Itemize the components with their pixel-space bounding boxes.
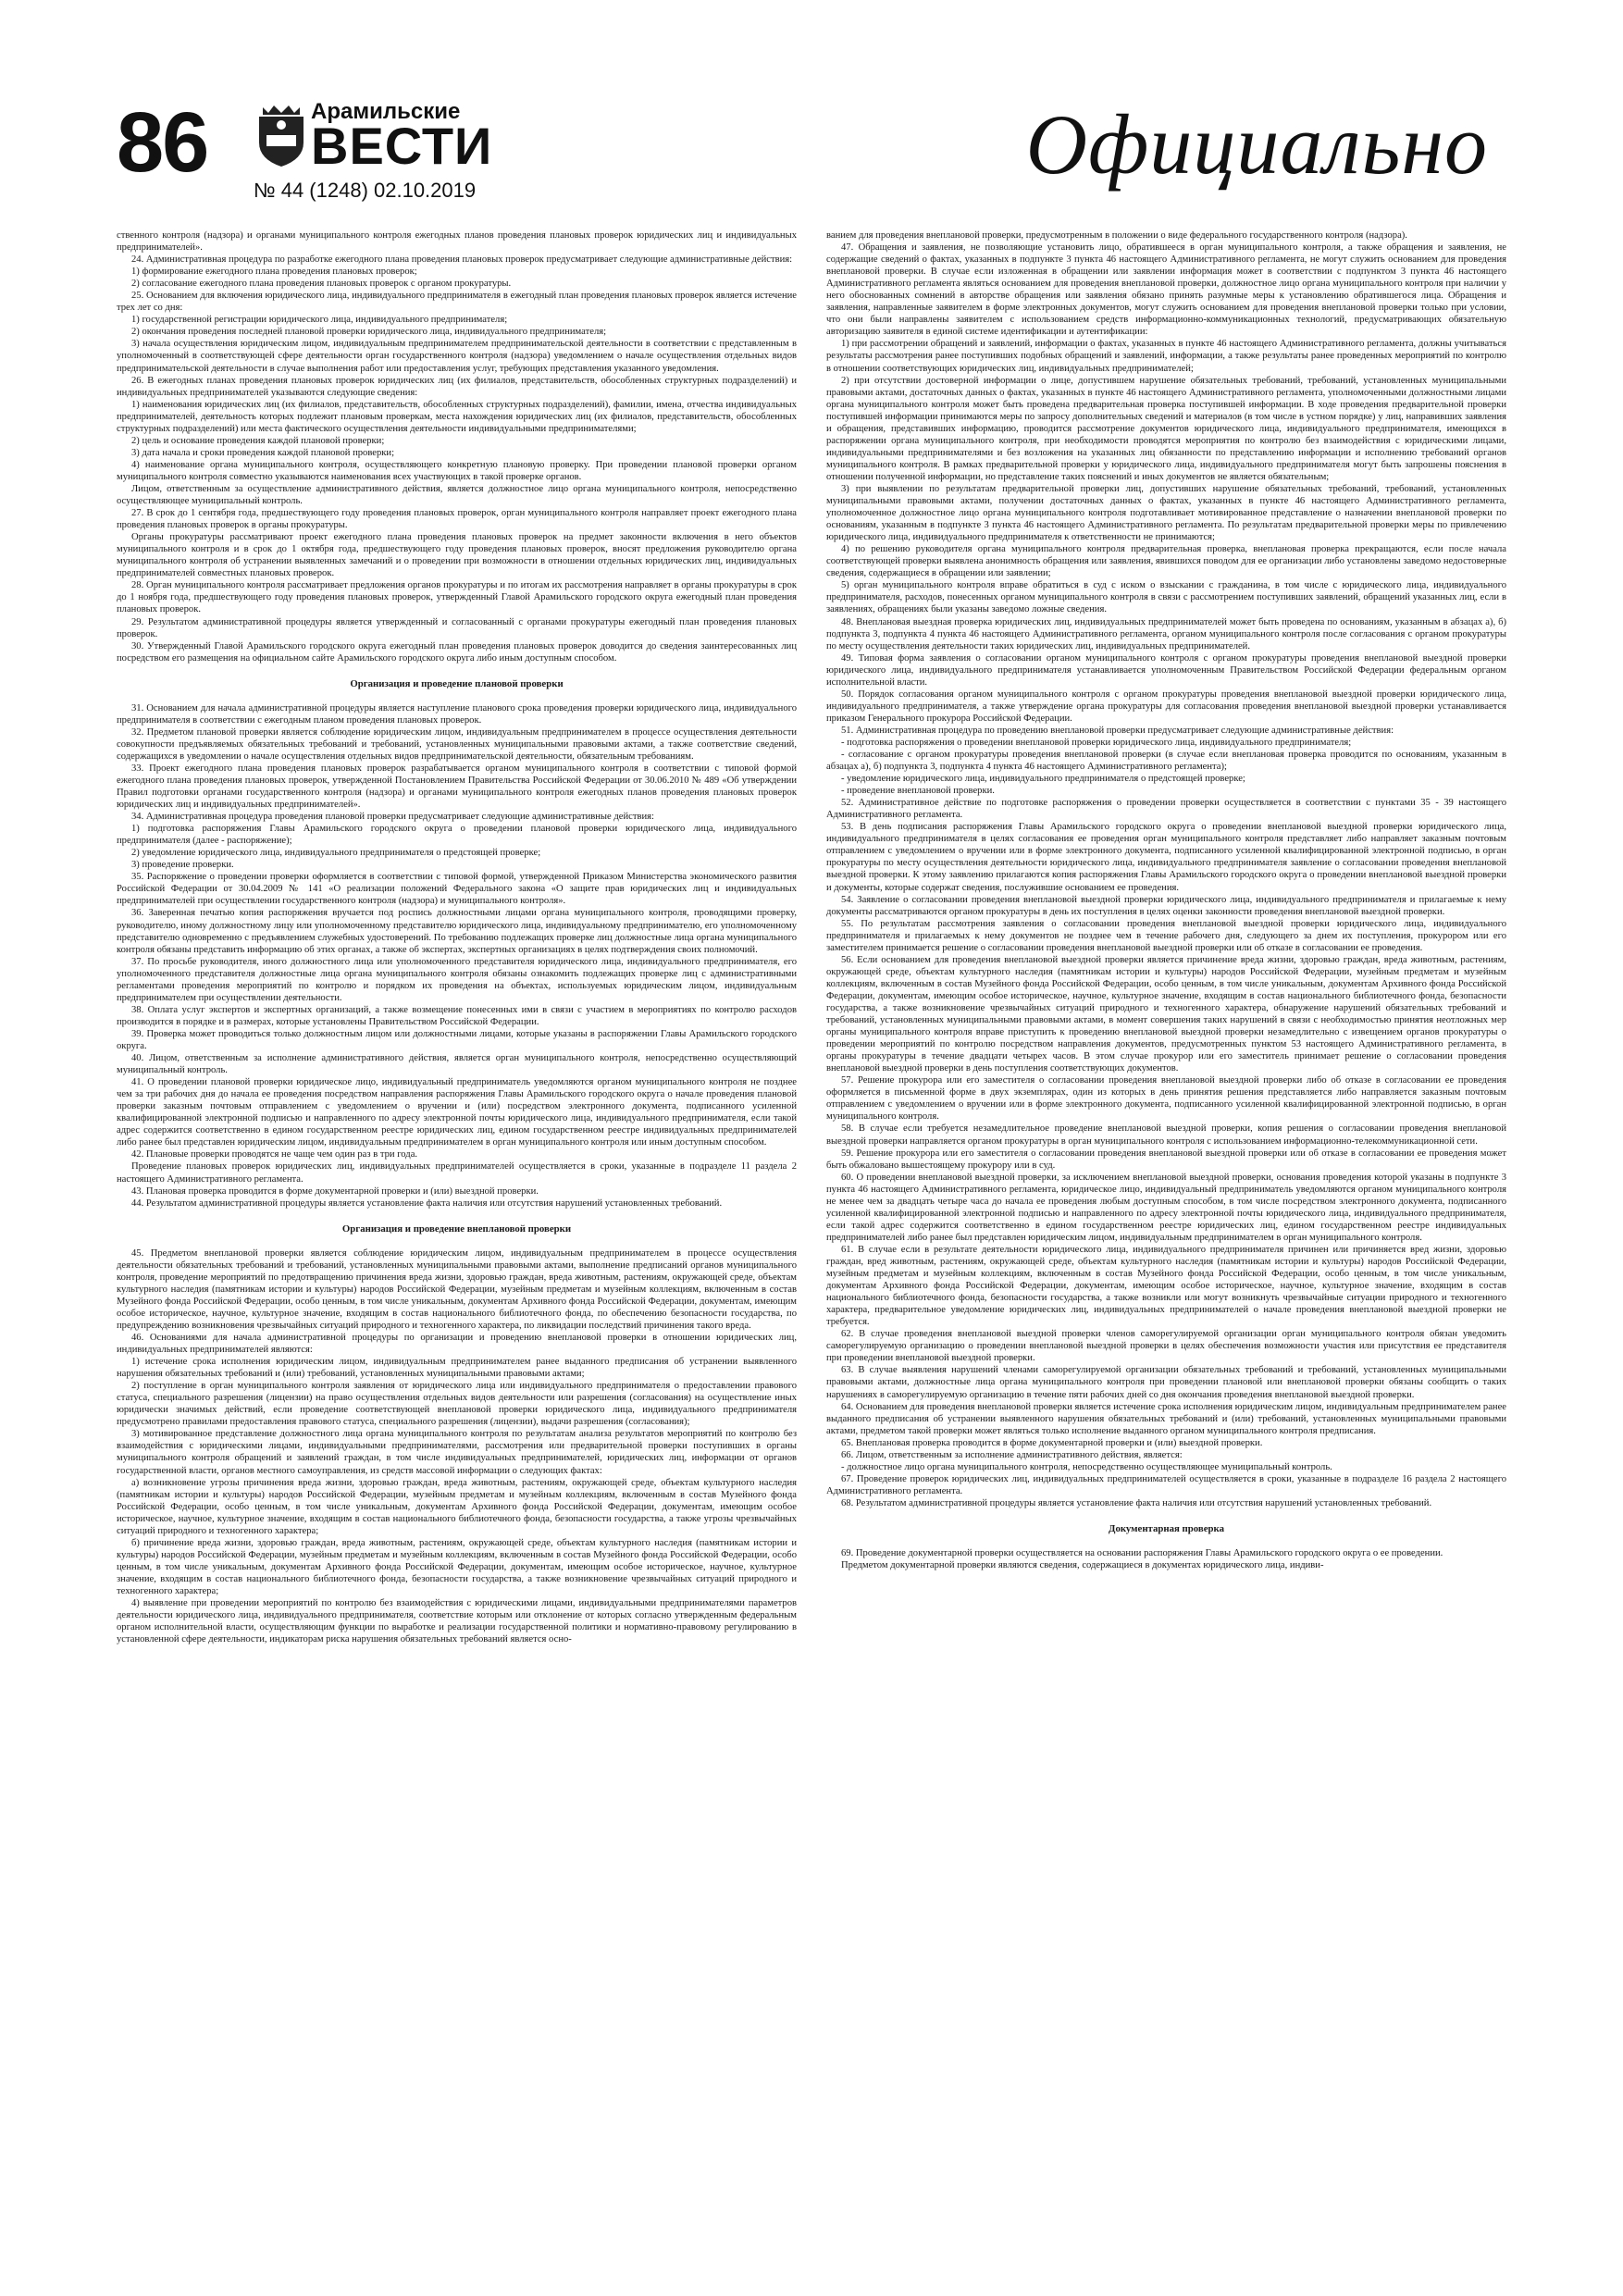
paragraph: 2) поступление в орган муниципального контроля заявления от юридического лица или индивидуального предпринимателя о предоставлении правового статуса, специального разрешения (лицензии) на право осуществления отдельных видов деятельности или разрешения (согласования) на осуществление иных юридически значимых действий, если проведение соответствующей внеплановой проверки юридического лица, индивидуального предпринимателя предусмотрено правилами предоставления правового статуса, специального разрешения (лицензии), выдачи разрешения (согласования);: [117, 1381, 797, 1428]
paragraph: 2) уведомление юридического лица, индивидуального предпринимателя о предстоящей проверке;: [131, 848, 541, 859]
right-column: [826, 230, 1506, 2275]
paragraph: 35. Распоряжение о проведении проверки оформляется в соответствии с типовой формой, утвержденной Приказом Министерства экономического развития Российской Федерации от 30.04.2009 № 141 «О реализации положений Федерального закона «О защите прав юридических лиц и индивидуальных предпринимателей при осуществлении государственного контроля (надзора) и муниципального контроля».: [117, 872, 797, 907]
paragraph: - подготовка распоряжения о проведении внеплановой проверки юридического лица, индивидуального предпринимателя;: [841, 737, 1352, 748]
paragraph: 53. В день подписания распоряжения Главы Арамильского городского округа о проведении внеплановой выездной проверки юридического лица, индивидуального предпринимателя в целях согласования ее проведения орган муниципального контроля представляет либо направляет заказным почтовым отправлением с уведомлением о вручении или в форме электронного документа, подписанного усиленной квалифицированной электронной подписью, в орган прокуратуры по месту осуществления деятельности юридического лица, индивидуального предпринимателя заявление о согласовании проведения внеплановой выездной проверки. К этому заявлению прилагаются копия распоряжения Главы Арамильского городского округа о проведении внеплановой выездной проверки и документы, которые содержат сведения, послужившие основанием ее проведения.: [826, 822, 1506, 893]
paragraph: 31. Основанием для начала административной процедуры является наступление планового срока проведения проверки юридического лица, индивидуального предпринимателя в соответствии с ежегодным планом проведения плановых проверок.: [117, 702, 797, 726]
paragraph: 36. Заверенная печатью копия распоряжения вручается под роспись должностными лицами органа муниципального контроля, проводящими проверку, руководителю, иному должностному лицу или уполномоченному представителю юридического лица, индивидуальному предпринимателю, его уполномоченному представителю одновременно с предъявлением служебных удостоверений. По требованию подлежащих проверке лиц должностные лица органа муниципального контроля обязаны представить информацию об этих органах, а также об экспертах, экспертных организациях в целях подтверждения своих полномочий.: [117, 908, 797, 955]
paragraph: Органы прокуратуры рассматривают проект ежегодного плана проведения плановых проверок на предмет законности включения в него объектов муниципального контроля и в срок до 1 октября года, предшествующего году проведения плановых проверок, вносят предложения руководителю органа муниципального контроля об устранении выявленных замечаний и о проведении при возможности в отношении отдельных юридических лиц, индивидуальных предпринимателей совместных плановых проверок.: [117, 532, 797, 579]
paragraph: 48. Внеплановая выездная проверка юридических лиц, индивидуальных предпринимателей может быть проведена по основаниям, указанным в абзацах а), б) подпункта 3, подпункта 4 пункта 46 настоящего Административного регламента, органом муниципального контроля после согласования с органом прокуратуры по месту осуществления деятельности таких юридических лиц, индивидуальных предпринимателей.: [826, 616, 1506, 652]
paragraph: 54. Заявление о согласовании проведения внеплановой выездной проверки юридического лица, индивидуального предпринимателя и прилагаемые к нему документы рассматриваются органом прокуратуры в день их поступления в целях оценки законности проведения внеплановой выездной проверки.: [826, 894, 1506, 917]
paragraph: Проведение плановых проверок юридических лиц, индивидуальных предпринимателей осуществляется в сроки, указанные в подразделе 11 раздела 2 настоящего Административного регламента.: [117, 1161, 797, 1185]
issue-info: № 44 (1248) 02.10.2019: [254, 179, 477, 202]
paragraph: 40. Лицом, ответственным за исполнение административного действия, является орган муниципального контроля, непосредственно осуществляющий муниципальный контроль.: [117, 1053, 797, 1076]
newspaper-name: ВЕСТИ: [311, 117, 493, 175]
paragraph: 50. Порядок согласования органом муниципального контроля с органом прокуратуры проведения внеплановой выездной проверки юридического лица, индивидуального предпринимателя, а также утверждение органа прокуратуры для согласования проведения внеплановой выездной проверки устанавливается приказом Генерального прокурора Российской Федерации.: [826, 689, 1506, 724]
coat-of-arms-icon: [254, 104, 309, 168]
paragraph: 2) при отсутствии достоверной информации о лице, допустившем нарушение обязательных требований, требований, установленных муниципальными правовыми актами, достаточных данных о фактах, указанных в пункте 46 настоящего Административного регламента, уполномоченными должностными лицами органа муниципального контроля может быть проведена предварительная проверка поступившей информации. В ходе проведения предварительной проверки поступившей информации принимаются меры по запросу дополнительных сведений и материалов (в том числе в устном порядке) у лиц, направивших заявления и обращения, представивших информацию, проводится рассмотрение документов юридического лица, индивидуального предпринимателя, имеющихся в распоряжении органа муниципального контроля, при необходимости проводятся мероприятия по контролю без взаимодействия с юридическими лицами, индивидуальными предпринимателями и без возложения на указанных лиц обязанности по представлению информации и исполнению требований органов муниципального контроля. В рамках предварительной проверки у юридического лица, индивидуального предпринимателя могут быть запрошены пояснения в отношении полученной информации, но представление таких пояснений и иных документов не является обязательным;: [826, 375, 1506, 482]
paragraph: ственного контроля (надзора) и органами муниципального контроля ежегодных планов проведения плановых проверок юридических лиц и индивидуальных предпринимателей».: [117, 230, 797, 254]
paragraph: 63. В случае выявления нарушений членами саморегулируемой организации обязательных требований и требований, установленных муниципальными правовыми актами, должностные лица органа муниципального контроля при проведении плановой или внеплановой проверки обязаны сообщить о таких нарушениях в саморегулируемую организацию в течение пяти рабочих дней со дня окончания проведения внеплановой выездной проверки.: [826, 1365, 1506, 1400]
masthead: [117, 95, 1505, 202]
paragraph: 38. Оплата услуг экспертов и экспертных организаций, а также возмещение понесенных ими в связи с участием в мероприятиях по контролю расходов производится в порядке и в размерах, которые установлены Правительством Российской Федерации.: [117, 1004, 797, 1027]
section-title: Официально: [1025, 97, 1488, 192]
paragraph: 39. Проверка может проводиться только должностным лицом или должностными лицами, которые указаны в распоряжении Главы Арамильского городского округа.: [117, 1028, 797, 1051]
paragraph: 3) при выявлении по результатам предварительной проверки лиц, допустивших нарушение обязательных требований, требований, установленных муниципальными правовыми актами, получении достаточных данных о фактах, указанных в пункте 46 настоящего Административного регламента, уполномоченное должностное лицо органа муниципального контроля подготавливает мотивированное представление о назначении внеплановой проверки по основаниям, указанным в подпункте 3 пункта 46 настоящего Административного регламента. По результатам предварительной проверки меры по привлечению юридического лица, индивидуального предпринимателя к ответственности не принимаются;: [826, 483, 1506, 543]
paragraph: 3) проведение проверки.: [131, 860, 234, 871]
left-column: [117, 230, 797, 2275]
paragraph: 67. Проведение проверок юридических лиц, индивидуальных предпринимателей осуществляется в сроки, указанные в подразделе 16 раздела 2 настоящего Административного регламента.: [826, 1473, 1506, 1496]
paragraph: 5) орган муниципального контроля вправе обратиться в суд с иском о взыскании с гражданина, в том числе с юридического лица, индивидуального предпринимателя, расходов, понесенных органом муниципального контроля в связи с рассмотрением поступивших заявлений, обращений указанных лиц, если в заявлениях, обращениях были указаны заведомо ложные сведения.: [826, 580, 1506, 615]
paragraph: 44. Результатом административной процедуры является установление факта наличия или отсутствия нарушений установленных требований.: [131, 1198, 723, 1209]
paragraph: 55. По результатам рассмотрения заявления о согласовании проведения внеплановой выездной проверки юридического лица, индивидуального предпринимателя и прилагаемых к нему документов не позднее чем в течение рабочего дня, следующего за днем их поступления, прокурором или его заместителем принимается решение о согласовании проведения внеплановой выездной проверки или об отказе в согласовании ее проведения.: [826, 918, 1506, 953]
paragraph: Предметом документарной проверки являются сведения, содержащиеся в документах юридического лица, индиви-: [841, 1560, 1324, 1571]
paragraph: 32. Предметом плановой проверки является соблюдение юридическим лицом, индивидуальным предпринимателем в процессе осуществления деятельности совокупности предъявляемых обязательных требований и требований, установленных муниципальными правовыми актами, а также соответствие сведений, содержащихся в уведомлении о начале осуществления отдельных видов предпринимательской деятельности, обязательным требованиям.: [117, 726, 797, 762]
paragraph: 4) по решению руководителя органа муниципального контроля предварительная проверка, внеплановая проверка прекращаются, если после начала соответствующей проверки выявлена анонимность обращения или заявления, явившихся поводом для ее организации либо установлены заведомо недостоверные сведения, содержащиеся в обращении или заявлении;: [826, 544, 1506, 579]
paragraph: 43. Плановая проверка проводится в форме документарной проверки и (или) выездной проверки.: [131, 1185, 539, 1197]
paragraph: 68. Результатом административной процедуры является установление факта наличия или отсутствия нарушений установленных требований.: [841, 1497, 1432, 1508]
paragraph: а) возникновение угрозы причинения вреда жизни, здоровью граждан, вреда животным, растениям, окружающей среде, объектам культурного наследия (памятникам истории и культуры) народов Российской Федерации, музейным предметам и музейным коллекциям, включенным в состав Музейного фонда Российской Федерации, особо ценным, в том числе уникальным, документам Архивного фонда Российской Федерации, документам, имеющим особое историческое, научное, культурное значение, входящим в состав национального библиотечного фонда, безопасности государства, а также угрозы чрезвычайных ситуаций природного и техногенного характера;: [117, 1477, 797, 1536]
paragraph: 1) государственной регистрации юридического лица, индивидуального предпринимателя;: [131, 315, 508, 326]
paragraph: 47. Обращения и заявления, не позволяющие установить лицо, обратившееся в орган муниципального контроля, а также обращения и заявления, не содержащие сведений о фактах, указанных в подпункте 3 пункта 46 настоящего Административного регламента, не могут служить основанием для проведения внеплановой проверки. В случае если изложенная в обращении или заявлении информация может в соответствии с подпунктом 3 пункта 46 настоящего Административного регламента являться основанием для проведения внеплановой проверки, должностное лицо органа муниципального контроля при наличии у него обоснованных сомнений в авторстве обращения или заявления обязано принять разумные меры к установлению обратившегося лица. Обращения и заявления, направленные заявителем в форме электронных документов, могут служить основанием для проведения внеплановой проверки только при условии, что они были направлены заявителем с использованием средств информационно-коммуникационных технологий, предусматривающих обязательную авторизацию заявителя в единой системе идентификации и аутентификации:: [826, 242, 1506, 338]
paragraph: 56. Если основанием для проведения внеплановой выездной проверки является причинение вреда жизни, здоровью граждан, вреда животным, растениям, окружающей среде, объектам культурного наследия (памятникам истории и культуры) народов Российской Федерации, музейным предметам и музейным коллекциям, включенным в состав Музейного фонда Российской Федерации, особо ценным, в том числе уникальным, документам Архивного фонда Российской Федерации, документам, имеющим особое историческое, научное, культурное значение, входящим в состав национального библиотечного фонда, безопасности государства, а также возникновение чрезвычайных ситуаций природного и техногенного характера, обнаружение нарушений обязательных требований и требований, установленных муниципальными правовыми актами, в момент совершения таких нарушений в связи с необходимостью принятия неотложных мер органы муниципального контроля вправе приступить к проведению внеплановой выездной проверки незамедлительно с извещением органов прокуратуры о проведении мероприятий по контролю посредством направления документов, предусмотренных пунктом 53 настоящего Административного регламента, в органы прокуратуры в течение двадцати четырех часов. В этом случае прокурор или его заместитель принимает решение о согласовании проведения внеплановой выездной проверки в день поступления соответствующих документов.: [826, 954, 1506, 1074]
section-heading: Организация и проведение внеплановой проверки: [341, 1222, 572, 1235]
paragraph: - согласование с органом прокуратуры проведения внеплановой проверки (в случае если внеплановая проверка проводится по основаниям, указанным в абзацах а), б) подпункта 3, подпункта 4 пункта 46 настоящего Административного регламента);: [826, 750, 1506, 773]
paragraph: 3) мотивированное представление должностного лица органа муниципального контроля по результатам анализа результатов мероприятий по контролю без взаимодействия с юридическими лицами, индивидуальными предпринимателями, рассмотрения или предварительной проверки поступивших в органы муниципального контроля обращений и заявлений граждан, в том числе индивидуальных предпринимателей, юридических лиц, информации от органов государственной власти, органов местного самоуправления, из средств массовой информации о следующих фактах:: [117, 1429, 797, 1476]
paragraph: 41. О проведении плановой проверки юридическое лицо, индивидуальный предприниматель уведомляются органом муниципального контроля не позднее чем за три рабочих дня до начала ее проведения посредством направления распоряжения Главы Арамильского городского округа о начале проведения плановой проверки заказным почтовым отправлением с уведомлением о вручении и (или) посредством электронного документа, подписанного усиленной квалифицированной электронной подписью и направленного по адресу электронной почты юридического лица, индивидуального предпринимателя, если такой адрес содержится соответственно в едином государственном реестре юридических лиц, едином государственном реестре индивидуальных предпринимателей либо ранее был представлен юридическим лицом, индивидуальным предпринимателем в орган муниципального контроля или иным доступным способом.: [117, 1077, 797, 1148]
paragraph: 3) начала осуществления юридическим лицом, индивидуальным предпринимателем предпринимательской деятельности в соответствии с представленным в уполномоченный в соответствующей сфере деятельности орган государственного контроля (надзора) уведомлением о начале осуществления отдельных видов предпринимательской деятельности в случае выполнения работ или предоставления услуг, требующих представления указанного уведомления.: [117, 339, 797, 374]
paragraph: 29. Результатом административной процедуры является утвержденный и согласованный с органами прокуратуры ежегодный план проведения плановых проверок.: [117, 616, 797, 639]
paragraph: 61. В случае если в результате деятельности юридического лица, индивидуального предпринимателя причинен или причиняется вред жизни, здоровью граждан, вред животным, растениям, окружающей среде, объектам культурного наследия (памятникам истории и культуры) народов Российской Федерации, музейным предметам и музейным коллекциям, включенным в состав Музейного фонда Российской Федерации, особо ценным, в том числе уникальным, документам Архивного фонда Российской Федерации, документам, имеющим особое историческое, научное, культурное значение, входящим в состав национального библиотечного фонда, безопасности государства, а также возникли или могут возникнуть чрезвычайные ситуации природного и техногенного характера, предварительное уведомление юридических лиц, индивидуальных предпринимателей о начале проведения внеплановой выездной проверки не требуется.: [826, 1244, 1506, 1328]
paragraph: 49. Типовая форма заявления о согласовании органом муниципального контроля с органом прокуратуры проведения внеплановой выездной проверки юридического лица, индивидуального предпринимателя устанавливается уполномоченным Правительством Российской Федерации федеральным органом исполнительной власти.: [826, 652, 1506, 688]
paragraph: 2) цель и основание проведения каждой плановой проверки;: [131, 435, 385, 446]
paragraph: 28. Орган муниципального контроля рассматривает предложения органов прокуратуры и по итогам их рассмотрения направляет в органы прокуратуры в срок до 1 ноября года, предшествующего году проведения плановых проверок, утвержденный Главой Арамильского городского округа ежегодный план проведения плановых проверок.: [117, 580, 797, 615]
paragraph: 52. Административное действие по подготовке распоряжения о проведении проверки осуществляется в соответствии с пунктами 35 - 39 настоящего Административного регламента.: [826, 798, 1506, 821]
paragraph: 30. Утвержденный Главой Арамильского городского округа ежегодный план проведения плановых проверок доводится до сведения заинтересованных лиц посредством его размещения на официальном сайте Арамильского городского округа либо иным доступным способом.: [117, 640, 797, 664]
paragraph: 37. По просьбе руководителя, иного должностного лица или уполномоченного представителя юридического лица, индивидуального предпринимателя, его уполномоченного представителя должностные лица органа муниципального контроля обязаны ознакомить подлежащих проверке лиц с административными регламентами проведения мероприятий по контролю и порядком их проведения на объектах, используемых юридическим лицом, индивидуальным предпринимателем при осуществлении деятельности.: [117, 956, 797, 1003]
paragraph: 4) наименование органа муниципального контроля, осуществляющего конкретную плановую проверку. При проведении плановой проверки органом муниципального контроля совместно указываются наименования всех участвующих в такой проверке органов.: [117, 459, 797, 482]
paragraph: - должностное лицо органа муниципального контроля, непосредственно осуществляющее муниципальный контроль.: [841, 1461, 1332, 1472]
paragraph: 24. Административная процедура по разработке ежегодного плана проведения плановых проверок предусматривает следующие административные действия:: [131, 254, 793, 266]
paragraph: 1) при рассмотрении обращений и заявлений, информации о фактах, указанных в пункте 46 настоящего Административного регламента, должны учитываться результаты рассмотрения ранее поступивших подобных обращений и заявлений, информации, а также результаты ранее проведенных мероприятий по контролю в отношении соответствующих юридических лиц, индивидуальных предпринимателей;: [826, 339, 1506, 374]
paragraph: 2) окончания проведения последней плановой проверки юридического лица, индивидуального предпринимателя;: [131, 327, 607, 338]
paragraph: 62. В случае проведения внеплановой выездной проверки членов саморегулируемой организации орган муниципального контроля обязан уведомить саморегулируемую организацию о проведении внеплановой выездной проверки в целях обеспечения возможности участия или присутствия ее представителя при проведении внеплановой выездной проверки.: [826, 1329, 1506, 1364]
page-number: 86: [117, 95, 208, 190]
paragraph: 1) подготовка распоряжения Главы Арамильского городского округа о проведении плановой проверки юридического лица, индивидуального предпринимателя (далее - распоряжение);: [117, 824, 797, 847]
section-heading: Организация и проведение плановой проверки: [350, 677, 564, 689]
paragraph: 69. Проведение документарной проверки осуществляется на основании распоряжения Главы Арамильского городского округа о ее проведении.: [841, 1547, 1443, 1558]
paragraph: 2) согласование ежегодного плана проведения плановых проверок с органом прокуратуры.: [131, 279, 512, 290]
paragraph: 59. Решение прокурора или его заместителя о согласовании проведения внеплановой выездной проверки или об отказе в согласовании ее проведения может быть обжаловано вышестоящему прокурору или в суд.: [826, 1148, 1506, 1171]
paragraph: 4) выявление при проведении мероприятий по контролю без взаимодействия с юридическими лицами, индивидуальными предпринимателями параметров деятельности юридического лица, индивидуального предпринимателя, соответствие которым или отклонение от которых согласно утвержденным федеральным органом исполнительной власти, осуществляющим функции по выработке и реализации государственной политики и нормативно-правовому регулированию в установленной сфере деятельности, индикаторам риска нарушения обязательных требований является осно-: [117, 1598, 797, 1645]
paragraph: 51. Административная процедура по проведению внеплановой проверки предусматривает следующие административные действия:: [841, 725, 1394, 736]
paragraph: 3) дата начала и сроки проведения каждой плановой проверки;: [131, 447, 395, 458]
paragraph: б) причинение вреда жизни, здоровью граждан, вреда животным, растениям, окружающей среде, объектам культурного наследия (памятникам истории и культуры) народов Российской Федерации, музейным предметам и музейным коллекциям, включенным в состав Музейного фонда Российской Федерации, особо ценным, в том числе уникальным, документам Архивного фонда Российской Федерации, документам, имеющим особое историческое, научное, культурное значение, входящим в состав национального библиотечного фонда, безопасности государства, а также возникновение чрезвычайных ситуаций природного и техногенного характера;: [117, 1537, 797, 1596]
paragraph: 45. Предметом внеплановой проверки является соблюдение юридическим лицом, индивидуальным предпринимателем в процессе осуществления деятельности обязательных требований и требований, установленных муниципальными правовыми актами, выполнение предписаний органов муниципального контроля, проведение мероприятий по предотвращению причинения вреда жизни, здоровью граждан, вреда животным, растениям, окружающей среде, объектам культурного наследия (памятникам истории и культуры) народов Российской Федерации, музейным предметам и музейным коллекциям, включенным в состав Музейного фонда Российской Федерации, особо ценным, в том числе уникальным, документам Архивного фонда Российской Федерации, документам, имеющим особое историческое, научное, культурное значение, входящим в состав национального библиотечного фонда, по обеспечению безопасности государства, по предупреждению возникновения чрезвычайных ситуаций природного и техногенного характера, по ликвидации последствий причинения такого вреда.: [117, 1247, 797, 1331]
paragraph: 33. Проект ежегодного плана проведения плановых проверок разрабатывается органом муниципального контроля в соответствии с типовой формой ежегодного плана проведения плановых проверок, утвержденной Постановлением Правительства Российской Федерации от 30.06.2010 № 489 «Об утверждении Правил подготовки органами государственного контроля (надзора) и органами муниципального контроля ежегодных планов проведения плановых проверок юридических лиц и индивидуальных предпринимателей».: [117, 763, 797, 811]
paragraph: 60. О проведении внеплановой выездной проверки, за исключением внеплановой выездной проверки, основания проведения которой указаны в подпункте 3 пункта 46 настоящего Административного регламента, юридическое лицо, индивидуальный предприниматель уведомляются органом муниципального контроля не менее чем за двадцать четыре часа до начала ее проведения любым доступным способом, в том числе посредством электронного документа, подписанного усиленной квалифицированной электронной подписью и направленного по адресу электронной почты юридического лица, индивидуального предпринимателя, если такой адрес содержится соответственно в едином государственном реестре юридических лиц, едином государственном реестре индивидуальных предпринимателей либо ранее был представлен юридическим лицом, индивидуальным предпринимателем в орган муниципального контроля.: [826, 1172, 1506, 1243]
paragraph: 1) наименования юридических лиц (их филиалов, представительств, обособленных структурных подразделений), фамилии, имена, отчества индивидуальных предпринимателей, деятельность которых подлежит плановым проверкам, места нахождения юридических лиц (их филиалов, представительств, обособленных структурных подразделений) или места фактического осуществления деятельности индивидуальными предпринимателями;: [117, 399, 797, 434]
paragraph: 1) формирование ежегодного плана проведения плановых проверок;: [131, 267, 417, 278]
paragraph: ванием для проведения внеплановой проверки, предусмотренным в положении о виде федерального государственного контроля (надзора).: [826, 230, 1407, 241]
paragraph: 66. Лицом, ответственным за исполнение административного действия, является:: [841, 1449, 1183, 1460]
paragraph: 1) истечение срока исполнения юридическим лицом, индивидуальным предпринимателем ранее выданного предписания об устранении выявленного нарушения обязательных требований и (или) требований, установленных муниципальными правовыми актами;: [117, 1357, 797, 1380]
paragraph: 46. Основаниями для начала административной процедуры по организации и проведению внеплановой проверки в отношении юридических лиц, индивидуальных предпринимателей являются:: [117, 1332, 797, 1356]
paragraph: 26. В ежегодных планах проведения плановых проверок юридических лиц (их филиалов, представительств, обособленных структурных подразделений) и индивидуальных предпринимателей указываются следующие сведения:: [117, 375, 797, 398]
paragraph: 65. Внеплановая проверка проводится в форме документарной проверки и (или) выездной проверки.: [841, 1437, 1263, 1448]
paragraph: - уведомление юридического лица, индивидуального предпринимателя о предстоящей проверке;: [841, 774, 1245, 785]
newspaper-name-top: Арамильские: [311, 99, 461, 124]
paragraph: 27. В срок до 1 сентября года, предшествующего году проведения плановых проверок, орган муниципального контроля направляет проект ежегодного плана проведения плановых проверок в органы прокуратуры.: [117, 508, 797, 531]
section-heading: Документарная проверка: [1109, 1522, 1224, 1534]
paragraph: 58. В случае если требуется незамедлительное проведение внеплановой выездной проверки, копия решения о согласовании проведения внеплановой выездной проверки направляется органом прокуратуры в орган муниципального контроля с использованием информационно-телекоммуникационной сети.: [826, 1123, 1506, 1147]
paragraph: Лицом, ответственным за осуществление административного действия, является должностное лицо органа муниципального контроля, непосредственно осуществляющее муниципальный контроль.: [117, 483, 797, 507]
paragraph: 25. Основанием для включения юридического лица, индивидуального предпринимателя в ежегодный план проведения плановых проверок является истечение трех лет со дня:: [117, 291, 797, 314]
paragraph: 57. Решение прокурора или его заместителя о согласовании проведения внеплановой выездной проверки либо об отказе в согласовании ее проведения оформляется в письменной форме в двух экземплярах, один из которых в день принятия решения представляется либо направляется заказным почтовым отправлением с уведомлением о вручении или в форме электронного документа, подписанного усиленной квалифицированной электронной подписью, в орган муниципального контроля.: [826, 1075, 1506, 1123]
paragraph: 34. Административная процедура проведения плановой проверки предусматривает следующие административные действия:: [131, 812, 654, 823]
paragraph: - проведение внеплановой проверки.: [841, 786, 995, 797]
paragraph: 64. Основанием для проведения внеплановой проверки является истечение срока исполнения юридическим лицом, индивидуальным предпринимателем ранее выданного предписания об устранении выявленного нарушения обязательных требований и (или) требований, установленных муниципальными правовыми актами, предметом такой проверки может являться только исполнение выданного органом муниципального контроля предписания.: [826, 1401, 1506, 1436]
paragraph: 42. Плановые проверки проводятся не чаще чем один раз в три года.: [131, 1149, 418, 1160]
